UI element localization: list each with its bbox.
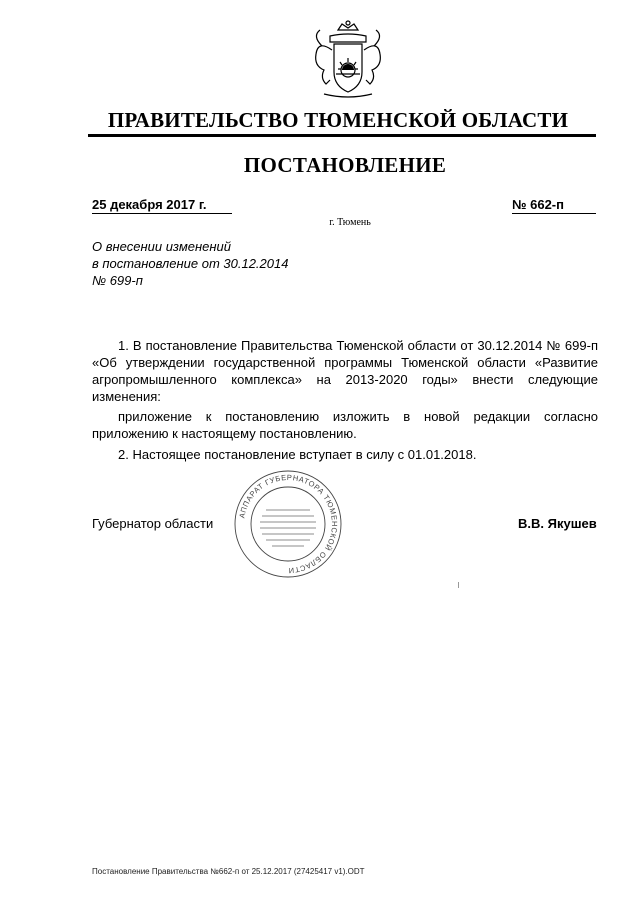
paragraph-item-1-sub: приложение к постановлению изложить в новой редакции согласно приложению к настоящему постановлению.	[92, 409, 598, 441]
subject-line: О внесении изменений	[92, 239, 231, 254]
coat-of-arms-icon	[300, 20, 396, 102]
seal-text: АППАРАТ ГУБЕРНАТОРА ТЮМЕНСКОЙ ОБЛАСТИ	[237, 472, 340, 576]
organization-title: ПРАВИТЕЛЬСТВО ТЮМЕНСКОЙ ОБЛАСТИ	[107, 108, 569, 132]
document-footer: Постановление Правительства №662-п от 25.12.2017 (27425417 v1).ODT	[92, 867, 365, 876]
subject-line: № 699-п	[92, 273, 143, 288]
paragraph-item-2: 2. Настоящее постановление вступает в силу с 01.01.2018.	[118, 447, 477, 462]
office-seal-icon	[232, 468, 344, 580]
signatory-title: Губернатор области	[92, 516, 214, 531]
svg-text:АППАРАТ ГУБЕРНАТОРА ТЮМЕНСКОЙ	[237, 473, 339, 575]
document-number: № 662-п	[512, 197, 596, 214]
item-1-text: 1. В постановление Правительства Тюменской области от 30.12.2014 № 699-п «Об утверждении государственной программы Тюменской области «Развитие агропромышленного комплекса» на 2013-2020 годы» внести следующие изменения:	[92, 338, 598, 404]
document-type-heading: ПОСТАНОВЛЕНИЕ	[243, 153, 447, 177]
document-subject	[92, 238, 352, 289]
document-date: 25 декабря 2017 г.	[92, 197, 232, 214]
subject-line: в постановление от 30.12.2014	[92, 256, 289, 271]
scan-mark	[458, 582, 459, 588]
signatory-name: В.В. Якушев	[518, 516, 597, 531]
paragraph-item-1	[92, 337, 598, 405]
title-rule	[88, 134, 596, 137]
document-city: г. Тюмень	[329, 217, 371, 228]
